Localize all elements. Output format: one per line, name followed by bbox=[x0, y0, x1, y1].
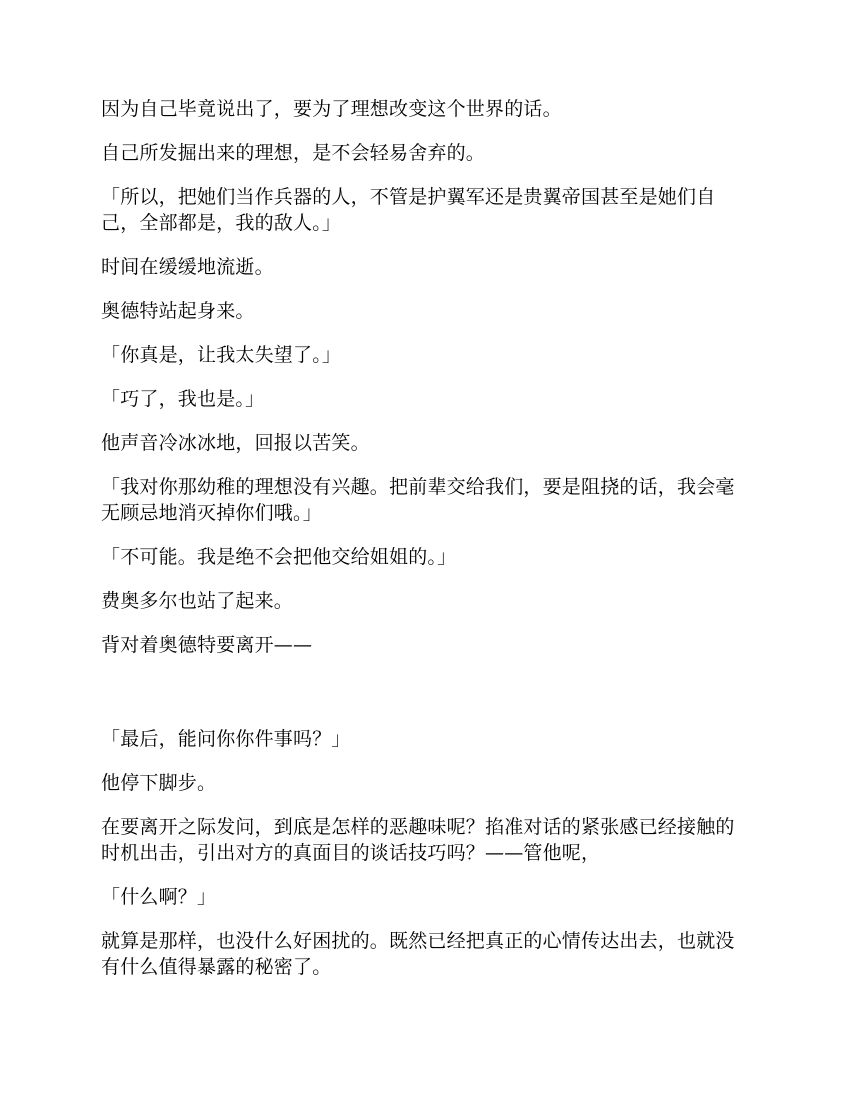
paragraph: 「巧了，我也是。」 bbox=[101, 388, 265, 410]
paragraph: 费奥多尔也站了起来。 bbox=[101, 590, 294, 612]
paragraph: 他停下脚步。 bbox=[101, 772, 217, 794]
paragraph: 「不可能。我是绝不会把他交给姐姐的。」 bbox=[101, 546, 457, 568]
paragraph: 他声音冷冰冰地，回报以苦笑。 bbox=[101, 432, 370, 454]
paragraph: 时间在缓缓地流逝。 bbox=[101, 256, 274, 278]
paragraph: 奥德特站起身来。 bbox=[101, 300, 255, 322]
paragraph: 就算是那样，也没什么好困扰的。既然已经把真正的心情传达出去，也就没有什么值得暴露的秘密了。 bbox=[101, 930, 735, 978]
paragraph: 背对着奥德特要离开—— bbox=[101, 634, 313, 656]
document-page bbox=[101, 96, 749, 998]
paragraph: 因为自己毕竟说出了，要为了理想改变这个世界的话。 bbox=[101, 98, 562, 120]
paragraph: 在要离开之际发问，到底是怎样的恶趣味呢？掐准对话的紧张感已经接触的时机出击，引出对方的真面目的谈话技巧吗？——管他呢， bbox=[101, 816, 735, 864]
paragraph: 自己所发掘出来的理想，是不会轻易舍弃的。 bbox=[101, 142, 486, 164]
paragraph: 「我对你那幼稚的理想没有兴趣。把前辈交给我们，要是阻挠的话，我会毫无顾忌地消灭掉你们哦。」 bbox=[101, 476, 735, 524]
section-break bbox=[101, 676, 749, 726]
paragraph: 「你真是，让我太失望了。」 bbox=[101, 344, 342, 366]
paragraph: 「什么啊？」 bbox=[101, 886, 217, 908]
paragraph: 「最后，能问你你件事吗？」 bbox=[101, 728, 351, 750]
paragraph: 「所以，把她们当作兵器的人，不管是护翼军还是贵翼帝国甚至是她们自己，全部都是，我的敌人。」 bbox=[101, 186, 716, 234]
